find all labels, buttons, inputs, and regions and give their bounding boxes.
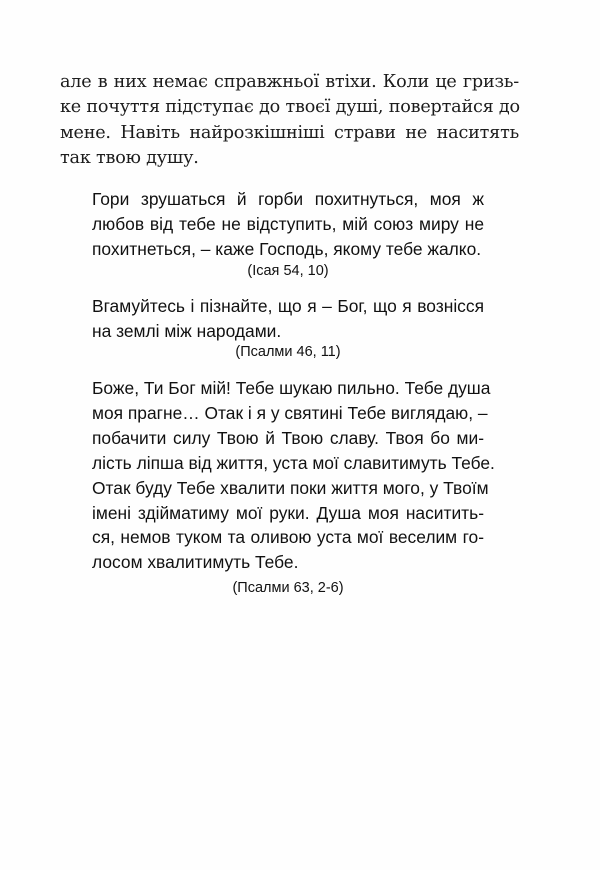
quote-line: Гори зрушаться й горби похитнуться, моя ж	[92, 189, 484, 209]
scripture-quote-psalm-46	[92, 294, 484, 344]
quote-line: ся, немов туком та оливою уста мої веселим го-	[92, 527, 484, 548]
quote-line: імені здійматиму мої руки. Душа моя наситить-	[92, 502, 484, 523]
scripture-quote-isaiah	[92, 187, 484, 262]
quote-line: Отак буду Тебе хвалити поки життя мого, у Твоїм	[92, 477, 489, 498]
citation-psalm-63: (Псалми 63, 2-6)	[232, 580, 344, 596]
body-line: мене. Навіть найрозкішніші страви не наситять	[60, 122, 519, 143]
scripture-quote-psalm-63	[92, 376, 495, 575]
body-line: але в них немає справжньої втіхи. Коли це гризь-	[60, 72, 519, 92]
body-line: так твою душу.	[60, 147, 199, 168]
quote-line: любов від тебе не відступить, мій союз миру не	[92, 213, 484, 234]
citation-psalm-46: (Псалми 46, 11)	[235, 344, 341, 360]
quote-line: Вгамуйтесь і пізнайте, що я – Бог, що я вознісся	[92, 296, 484, 316]
quote-line: похитнеться, – каже Господь, якому тебе жалко.	[92, 238, 482, 259]
quote-line: лосом хвалитимуть Тебе.	[92, 552, 299, 573]
body-paragraph	[60, 70, 519, 171]
quote-line: на землі між народами.	[92, 320, 282, 341]
quote-line: лість ліпша від життя, уста мої славитимуть Тебе.	[92, 452, 495, 473]
body-line: ке почуття підступає до твоєї душі, повертайся до	[60, 97, 520, 118]
quote-line: побачити силу Твою й Твою славу. Твоя бо ми-	[92, 427, 484, 448]
quote-line: Боже, Ти Бог мій! Тебе шукаю пильно. Тебе душа	[92, 378, 491, 398]
quote-line: моя прагне… Отак і я у святині Тебе виглядаю, –	[92, 402, 488, 423]
citation-isaiah: (Ісая 54, 10)	[247, 263, 329, 279]
